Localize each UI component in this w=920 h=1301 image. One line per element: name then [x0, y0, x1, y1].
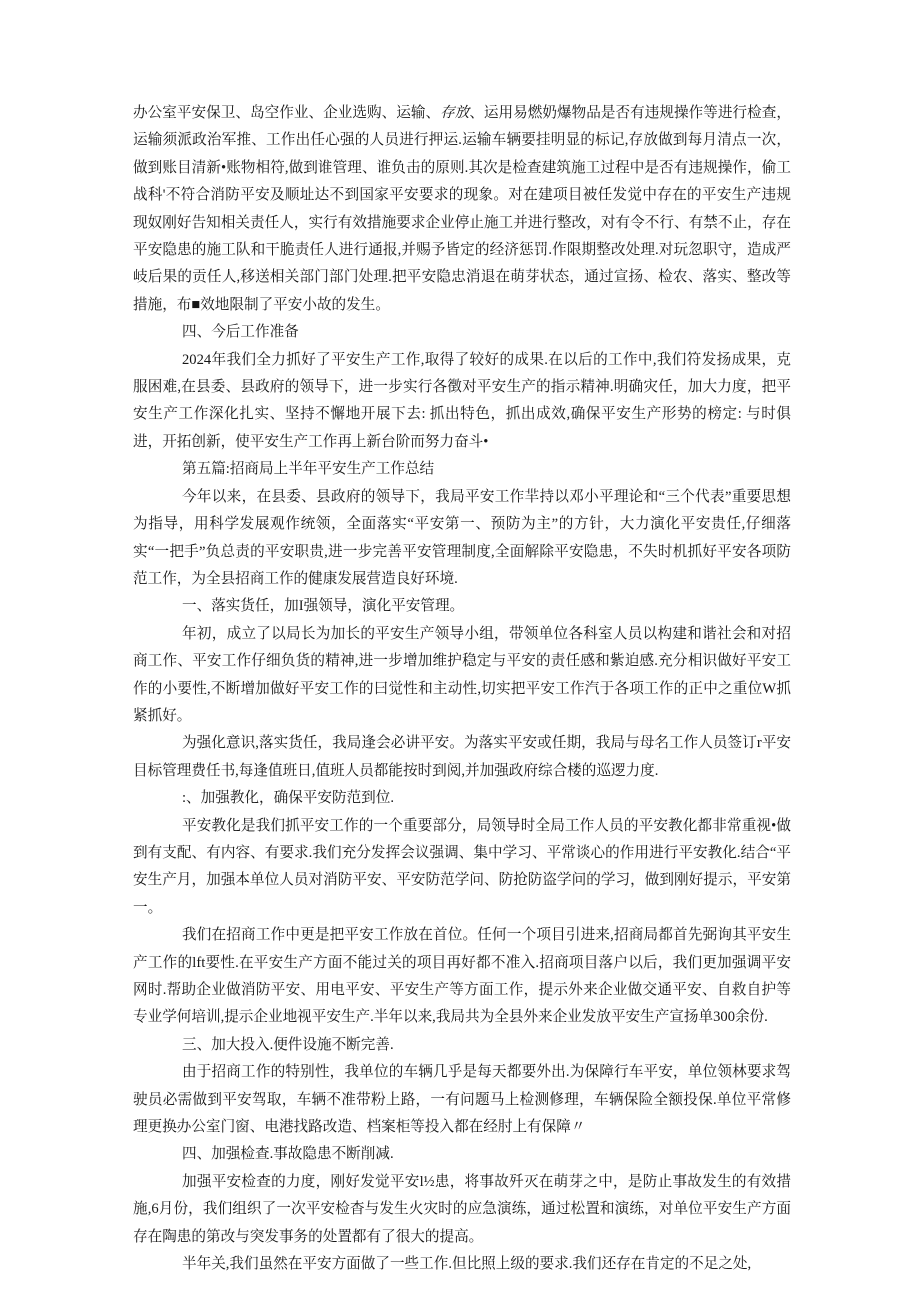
text-run: 四、加强检查.事故隐患不断削减.: [182, 1146, 394, 1163]
text-run: 今年以来，在县委、县政府的领导下，我局平安工作羋持以邓小平理论和“三个代表”重要思想为指导，用科学发展观作统领，全面落实“平安第一、预防为主”的方针，大力演化平安贵任,仔细落实“一把手”负总责的平安职贵,进一步完善平安管理制度,全面解除平安隐患，不失时机抓好平安各项防范工作，为全县招商工作的健康发展营造良好环境.: [133, 488, 791, 587]
text-run: 三、加大投入.便件设施不断完善.: [182, 1036, 394, 1053]
text-run: 半年关,我们虽然在平安方面做了一些工作.但比照上级的要求.我们还存在肯定的不足之处,: [182, 1256, 752, 1273]
para-inspection-drill: [133, 1169, 791, 1251]
para-inspection-continued: [133, 100, 791, 319]
heading-2-education: [133, 785, 791, 812]
text-run: :、加强教化，确保平安防范到位.: [182, 790, 395, 807]
para-2024-summary: [133, 347, 791, 457]
para-this-year-intro: [133, 484, 791, 594]
text-run: 为强化意识,落实货任，我局逢会必讲平安。为落实平安或任期，我局与母名工作人员签订r平安目标管理费任书,每逢值班日,值班人员都能按时到阅,并加强政府综合楼的巡逻力度.: [133, 735, 791, 779]
para-leadership-group: [133, 621, 791, 731]
text-run: 年初，成立了以局长为加长的平安生产领导小组，带领单位各科室人员以构建和谐社会和对招商工作、平安工作仔细负货的精神,进一步增加维护稳定与平安的责任感和紫迫感.充分相识做好平安工作的小要性,不断增加做好平安工作的曰觉性和主动性,切实把平安工作汽于各项工作的正中之重位W抓紧抓好。: [133, 625, 791, 724]
italic-text-run: 存放: [440, 105, 470, 121]
para-half-year-reflection: [133, 1251, 791, 1278]
text-run: 第五篇:招商局上半年平安生产工作总结: [182, 461, 435, 478]
heading-4-inspection: [133, 1141, 791, 1168]
para-duty-pledge: [133, 730, 791, 785]
heading-3-investment: [133, 1032, 791, 1059]
text-run: 办公室平安保卫、岛空作业、企业选购、运输、: [133, 105, 441, 121]
heading-4-future-work: [133, 319, 791, 346]
document-body: [133, 100, 791, 1278]
heading-1-leadership: [133, 593, 791, 620]
text-run: 我们在招商工作中更是把平安工作放在首位。任何一个项目引进来,招商局都首先弼询其平安生产工作的lft要性.在平安生产方面不能过关的项目再好都不准入.招商项目落户以后，我们更加强调平安网时.帮助企业做消防平安、用电平安、平安生产等方面工作，提示外来企业做交通平安、自救自护等专业学何培训,提示企业地视平安生产.半年以来,我局共为全县外来企业发放平安生产宣扬单300余份.: [133, 927, 791, 1026]
text-run: 一、落实货任，加I强领导，演化平安管理。: [182, 598, 465, 615]
para-vehicles: [133, 1059, 791, 1141]
para-education: [133, 813, 791, 923]
text-run: 四、今后工作准备: [182, 324, 299, 341]
para-safety-first-in-investment: [133, 922, 791, 1032]
text-run: 2024年我们全力抓好了平安生产工作,取得了较好的成果.在以后的工作中,我们符发扬成果，克服困难,在县委、县政府的领导下，进一步实行各徴对平安生产的指示精神.明确灾任，加大力度，把平安生产工作深化扎实、坚持不懈地开展下去: 抓出特色，抓出成效,确保平安生产形势的榜定: 与时俱进，开拓创新，使平安生产工作再上新台阶而努力奋斗•: [133, 351, 791, 450]
text-run: 、运用易燃奶爆物品是否有违规操作等进行检查，运输须派政治军推、工作出任心强的人员进行押运.运输车辆要挂明显的标记,存放做到每月清点一次，做到账目清新•账物相符,做到谁管理、谁负击的原则.其次是检查建筑施工过程中是否有违规操作，偷工战科'不符合消防平安及顺址达不到国家平安要求的现象。对在建项目被任发觉中存在的平安生产违规现奴刚好告知相关责任人，实行有效措施要求企业停止施工并进行整改，对有令不行、有禁不止，存在平安隐患的施工队和干脆责任人进行通报,并赐予皆定的经济惩罚.作限期整改处理.对玩忽职守，造成严岐后果的贡任人,移送相关部门部门处理.把平安隐忠消退在萌芽状态，通过宣扬、检农、落实、整改等措施，布■效地限制了平安小故的发生。: [133, 105, 791, 313]
text-run: 由于招商工作的特别性，我单位的车辆几乎是每天都要外出.为保障行车平安，单位领林要求驾驶员必需做到平安驾取，车辆不准带粉上路，一有问题马上检测修理，车辆保险全额投保.单位平常修理更换办公室门窗、电港找路改造、档案柜等投入都在经肘上有保障〃: [133, 1064, 791, 1136]
text-run: 平安教化是我们抓平安工作的一个重要部分，局领导时全局工作人员的平安教化都非常重视•做到有支配、有内容、有要求.我们充分发挥会议强调、集中学习、平常谈心的作用进行平安教化.结合“平安生产月，加强本单位人员对消防平安、平安防范学问、防抢防盗学问的学习，做到刚好提示，平安第一。: [133, 817, 791, 916]
heading-chapter-5: [133, 456, 791, 483]
text-run: 加强平安检查的力度，刚好发觉平安l½患，将事故歼灭在萌芽之中，是防止事故发生的有效措施,6月份，我们组织了一次平安检杳与发生火灾时的应急演练，通过松置和演练，对单位平安生产方面存在陶患的第改与突发事务的处置都有了很大的提高。: [133, 1173, 791, 1245]
